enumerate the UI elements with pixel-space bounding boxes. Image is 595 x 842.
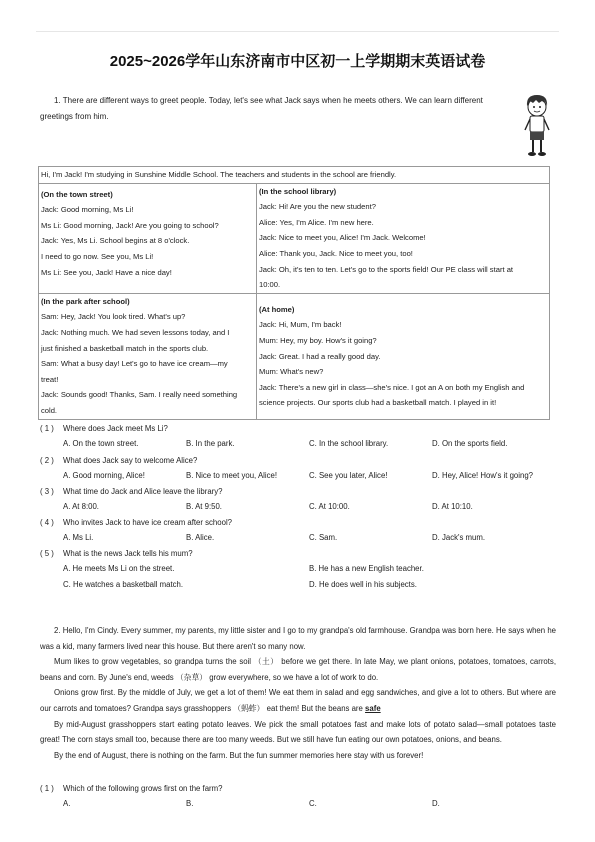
question-number: ( 5 ) <box>40 549 54 558</box>
table-intro-cell: Hi, I'm Jack! I'm studying in Sunshine Middle School. The teachers and students in the school are friendly. <box>39 167 550 184</box>
dialogue-line: Jack: Nothing much. We had seven lessons today, and I <box>41 327 230 337</box>
dialogue-line: Jack: Oh, it's ten to ten. Let's go to the sports field! Our PE class will start at <box>259 264 514 274</box>
home-heading: (At home) <box>259 304 295 314</box>
question-number: ( 4 ) <box>40 518 54 527</box>
dialogue-line: Alice: Thank you, Jack. Nice to meet you, too! <box>259 248 413 258</box>
question-number: ( 3 ) <box>40 487 54 496</box>
boy-illustration <box>520 92 554 162</box>
option-a[interactable]: A. Ms Li. <box>63 533 94 542</box>
dialogue-line: Ms Li: Good morning, Jack! Are you going to school? <box>41 220 219 230</box>
question-number: ( 1 ) <box>40 784 54 793</box>
question-text: Which of the following grows first on the farm? <box>63 784 223 793</box>
dialogue-line: Jack: Hi! Are you the new student? <box>259 202 376 212</box>
question-text: What time do Jack and Alice leave the library? <box>63 487 223 496</box>
dialogue-line: Mum: What's new? <box>259 367 324 377</box>
option-c[interactable]: C. At 10:00. <box>309 502 350 511</box>
dialogue-line: Sam: What a busy day! Let's go to have ice cream—my <box>41 359 228 369</box>
option-c[interactable]: C. In the school library. <box>309 439 389 448</box>
passage-paragraph: By mid-August grasshoppers start eating potato leaves. We pick the small potatoes fast and make lots of potato salad—small potatoes taste great! The corn stays small too, because there are too many weeds. But we still have fun eating our own potatoes, onions, and beans. <box>40 719 556 745</box>
dialogue-table <box>38 166 550 420</box>
question-text: Where does Jack meet Ms Li? <box>63 424 168 433</box>
dialogue-line: 10:00. <box>259 280 281 290</box>
dialogue-line: treat! <box>41 374 59 384</box>
question-text: Who invites Jack to have ice cream after school? <box>63 518 233 527</box>
passage-paragraph: 2. Hello, I'm Cindy. Every summer, my parents, my little sister and I go to my grandpa's old farmhouse. Grandpa was born here. He says when he was a kid, many farmers lived near this house. But there aren't so many now. <box>40 626 556 651</box>
passage-paragraph: Mum likes to grow vegetables, so grandpa turns the soil （土） before we get there. In late May, we plant onions, potatoes, tomatoes, carrots, beans and corn. By June's end, weeds （杂草） grow everywhere, so we have a lot of work to do. <box>40 657 556 682</box>
dialogue-line: Jack: Nice to meet you, Alice! I'm Jack. Welcome! <box>259 233 426 243</box>
question-number: ( 2 ) <box>40 456 54 465</box>
question-number: ( 1 ) <box>40 424 54 433</box>
dialogue-line: Jack: Good morning, Ms Li! <box>41 205 134 215</box>
passage-paragraph <box>40 685 556 716</box>
q1-intro-line2: greetings from him. <box>40 112 109 121</box>
q1-intro-line1: 1. There are different ways to greet people. Today, let's see what Jack says when he meets others. We can learn different <box>54 96 483 105</box>
question-text: What is the news Jack tells his mum? <box>63 549 193 558</box>
dialogue-line: Jack: Sounds good! Thanks, Sam. I really need something <box>41 390 238 400</box>
dialogue-line: Mum: Hey, my boy. How's it going? <box>259 335 377 345</box>
dialogue-line: I need to go now. See you, Ms Li! <box>41 251 154 261</box>
option-b[interactable]: B. Nice to meet you, Alice! <box>186 471 278 480</box>
option-a[interactable]: A. He meets Ms Li on the street. <box>63 564 175 573</box>
town-street-cell <box>39 183 257 293</box>
option-b[interactable]: B. In the park. <box>186 439 235 448</box>
dialogue-line: just finished a basketball match in the sports club. <box>41 343 209 353</box>
town-heading: (On the town street) <box>41 189 113 199</box>
dialogue-line: science projects. Our sports club had a basketball match. I played in it! <box>259 398 497 408</box>
dialogue-line: Jack: There's a new girl in class—she's nice. I got an A on both my English and <box>259 382 525 392</box>
option-d[interactable]: D. He does well in his subjects. <box>309 580 417 589</box>
option-a[interactable]: A. Good morning, Alice! <box>63 471 145 480</box>
home-cell <box>257 293 550 419</box>
option-d[interactable]: D. Hey, Alice! How's it going? <box>432 471 534 480</box>
dialogue-line: Jack: Great. I had a really good day. <box>259 351 381 361</box>
option-d[interactable]: D. Jack's mum. <box>432 533 486 542</box>
paragraph-text: Onions grow first. By the middle of July, we get a lot of them! We eat them in salad and egg sandwiches, and give a lot to others. But where are our carrots and tomatoes? Grandpa says grasshoppers （蚂蚱） eat them! But the beans are <box>40 688 556 713</box>
school-library-cell <box>257 183 550 293</box>
page-title: 2025~2026学年山东济南市中区初一上学期期末英语试卷 <box>109 53 486 70</box>
option-b[interactable]: B. <box>186 799 194 808</box>
underlined-word: safe <box>365 703 381 713</box>
dialogue-line: cold. <box>41 405 58 415</box>
passage-paragraph: By the end of August, there is nothing on the farm. But the fun summer memories here stay with us forever! <box>54 750 424 760</box>
park-cell <box>39 293 257 419</box>
dialogue-line: Alice: Yes, I'm Alice. I'm new here. <box>259 217 374 227</box>
dialogue-line: Jack: Hi, Mum, I'm back! <box>259 320 342 330</box>
option-b[interactable]: B. He has a new English teacher. <box>309 564 424 573</box>
option-c[interactable]: C. <box>309 799 317 808</box>
option-c[interactable]: C. He watches a basketball match. <box>63 580 184 589</box>
park-heading: (In the park after school) <box>41 296 130 306</box>
option-c[interactable]: C. Sam. <box>309 533 338 542</box>
option-d[interactable]: D. At 10:10. <box>432 502 473 511</box>
option-a[interactable]: A. At 8:00. <box>63 502 99 511</box>
option-a[interactable]: A. <box>63 799 71 808</box>
q1-intro <box>40 93 520 125</box>
option-d[interactable]: D. <box>432 799 440 808</box>
dialogue-line: Ms Li: See you, Jack! Have a nice day! <box>41 267 172 277</box>
dialogue-line: Jack: Yes, Ms Li. School begins at 8 o'clock. <box>41 236 190 246</box>
dialogue-line: Sam: Hey, Jack! You look tired. What's up? <box>41 312 186 322</box>
question-text: What does Jack say to welcome Alice? <box>63 456 198 465</box>
option-b[interactable]: B. Alice. <box>186 533 215 542</box>
q2-passage <box>40 623 556 763</box>
option-a[interactable]: A. On the town street. <box>63 439 139 448</box>
option-c[interactable]: C. See you later, Alice! <box>309 471 388 480</box>
top-divider <box>36 31 559 32</box>
option-d[interactable]: D. On the sports field. <box>432 439 508 448</box>
option-b[interactable]: B. At 9:50. <box>186 502 222 511</box>
library-heading: (In the school library) <box>259 186 337 196</box>
